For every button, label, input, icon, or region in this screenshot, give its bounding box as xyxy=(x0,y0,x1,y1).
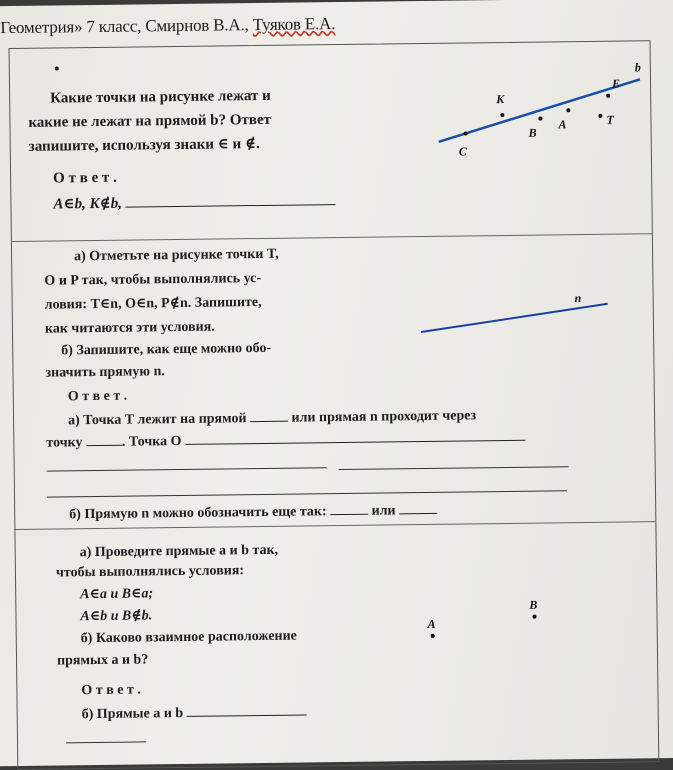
figure-line-b xyxy=(430,51,651,164)
answer-a-text-3: точку xyxy=(46,435,83,451)
bullet-mark xyxy=(55,66,59,70)
task1-answer xyxy=(53,193,335,213)
task3-line-1: а) Проведите прямые a и b так, xyxy=(79,542,279,561)
line-n xyxy=(421,304,608,332)
task2-line-3: ловия: T∈n, O∈n, P∉n. Запишите, xyxy=(44,294,262,313)
line-b xyxy=(438,76,641,141)
point-b3 xyxy=(532,615,536,619)
point-k xyxy=(500,113,504,117)
task2-answer-b xyxy=(69,502,437,523)
tasks-table xyxy=(9,40,660,770)
answer-blank[interactable] xyxy=(330,504,368,515)
separator-1 xyxy=(12,233,652,242)
answer-blank[interactable] xyxy=(399,503,437,514)
task1-line-2: какие не лежат на прямой b? Ответ xyxy=(28,111,272,131)
label-a3: A xyxy=(427,616,436,631)
task3-line-3: A∈a и B∈a; xyxy=(80,586,154,603)
answer-blank[interactable] xyxy=(126,194,336,208)
answer-blank-line[interactable] xyxy=(47,490,567,497)
task2-line-4: как читаются эти условия. xyxy=(44,319,215,337)
task1-line-1: Какие точки на рисунке лежат и xyxy=(50,87,271,107)
answer-blank[interactable] xyxy=(250,411,288,422)
answer-blank-line[interactable] xyxy=(47,467,327,471)
label-b: b xyxy=(634,60,641,75)
answer-a-text-2: или прямая n проходит через xyxy=(291,408,477,426)
label-n: n xyxy=(574,291,582,306)
point-e xyxy=(606,94,610,98)
task3-answer-label: О т в е т . xyxy=(81,682,141,699)
task3-line-2: чтобы выполнялись условия: xyxy=(55,563,245,581)
task2-line-6: значить прямую n. xyxy=(45,364,165,381)
task2-answer-a-row1 xyxy=(68,407,476,429)
label-k: K xyxy=(496,92,505,107)
answer-b-text: б) Прямые a и b xyxy=(81,705,184,723)
figure-points-ab xyxy=(416,598,557,660)
figure-line-n xyxy=(413,291,623,337)
task2-answer-a-row2 xyxy=(46,429,525,452)
answer-blank-line[interactable] xyxy=(339,466,569,470)
point-t xyxy=(598,114,602,118)
answer-b-or: или xyxy=(371,503,396,519)
point-a xyxy=(566,108,570,112)
task3-line-5: б) Каково взаимное расположение xyxy=(80,628,297,647)
label-c: C xyxy=(458,144,467,159)
answer-blank-line[interactable] xyxy=(66,741,146,743)
answer-blank[interactable] xyxy=(185,430,525,445)
point-a3 xyxy=(431,634,435,638)
task3-answer-b xyxy=(82,703,307,723)
label-b-point: B xyxy=(528,125,537,140)
answer-b-text: б) Прямую n можно обозначить еще так: xyxy=(69,504,327,523)
answer-blank[interactable] xyxy=(86,435,122,446)
answer-a-text-1: а) Точка T лежит на прямой xyxy=(68,411,247,429)
point-b xyxy=(538,117,542,121)
label-t: T xyxy=(606,112,614,127)
task3-line-4: A∈b и B∉b. xyxy=(80,608,153,625)
task2-line-5: б) Запишите, как еще можно обо- xyxy=(61,340,272,359)
label-a: A xyxy=(558,117,567,132)
header-title: Геометрия» 7 класс, Смирнов В.А., xyxy=(0,15,253,38)
answer-a-text-4: . Точка O xyxy=(121,433,182,450)
label-e: E xyxy=(611,76,621,91)
task1-answer-text: A∈b, K∉b, xyxy=(53,195,123,213)
label-b3: B xyxy=(529,597,538,612)
answer-blank[interactable] xyxy=(187,704,307,716)
task1-answer-label: О т в е т . xyxy=(53,169,117,187)
task2-line-1: а) Отметьте на рисунке точки T, xyxy=(74,246,279,265)
task1-line-3: запишите, используя знаки ∈ и ∉. xyxy=(28,135,260,155)
header-author: Туяков Е.А. xyxy=(252,14,336,35)
task3-line-6: прямых a и b? xyxy=(56,652,149,669)
worksheet-header xyxy=(0,14,335,38)
task2-answer-label: О т в е т . xyxy=(67,388,128,405)
task2-line-2: O и P так, чтобы выполнялись ус- xyxy=(44,270,262,289)
